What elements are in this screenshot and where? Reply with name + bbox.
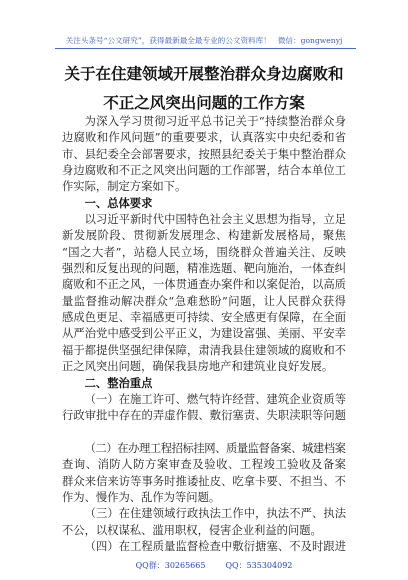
section-heading: 一、总体要求 — [84, 196, 153, 210]
document-body — [62, 114, 346, 555]
header-notice: 关注头条号“公文研究”，获得最新最全最专业的公文资料库！ — [65, 36, 271, 45]
paragraph-line: 身边腐败和不正之风突出问题的工作部署，结合本单位工 — [62, 164, 347, 178]
page-footer — [0, 560, 408, 572]
paragraph-line: 作为、慢作为、乱作为等问题。 — [62, 490, 221, 504]
header-wechat-id: 微信：gongwenyj — [277, 36, 343, 45]
paragraph-line: 不公，以权谋私、滥用职权，侵害企业利益的问题。 — [62, 523, 322, 537]
paragraph-line: 市、县纪委全会部署要求，按照县纪委关于集中整治群众 — [62, 147, 347, 161]
page-header — [0, 36, 408, 46]
paragraph-line: （四）在工程质量监督检查中敷衍搪塞、不及时跟进 — [84, 539, 347, 553]
paragraph-line: 正之风突出问题，确保我县房地产和建筑业良好发展。 — [62, 360, 334, 374]
paragraph-line: 强烈和反复出现的问题，精准选题、靶向施治，一体查纠 — [62, 262, 347, 276]
paragraph-line: 感成色更足、幸福感更可持续、安全感更有保障，在全面 — [62, 311, 347, 325]
document-title-line-2: 不正之风突出问题的工作方案 — [103, 93, 305, 112]
paragraph-line: 边腐败和作风问题”的重要要求，认真落实中央纪委和省 — [62, 131, 347, 145]
paragraph-line: 群众来信来访等事务时推诿扯皮、吃拿卡要、不担当、不 — [62, 474, 347, 488]
focus-item-2 — [62, 441, 346, 506]
paragraph-line: 为深入学习贯彻习近平总书记关于“持续整治群众身 — [84, 115, 347, 128]
header-rule — [55, 48, 356, 49]
paragraph-line: 以习近平新时代中国特色社会主义思想为指导，立足 — [84, 213, 347, 227]
document-title-line-1: 关于在住建领域开展整治群众身边腐败和 — [64, 64, 344, 83]
paragraph-line: 作实际，制定方案如下。 — [62, 180, 187, 194]
focus-item-3 — [62, 506, 346, 539]
section-heading: 二、整治重点 — [84, 376, 153, 390]
footer-qq: QQ：535304092 — [225, 561, 293, 570]
paragraph-line: （三）在住建领域行政执法工作中，执法不严、执法 — [84, 507, 347, 521]
footer-qq-group: QQ群：30265665 — [135, 561, 206, 570]
paragraph-line: 量监督推动解决群众“急难愁盼”问题，让人民群众获得 — [62, 294, 347, 308]
paragraph-line: （二）在办理工程招标挂网、质量监督备案、城建档案 — [84, 441, 346, 455]
paragraph-line: 行政审批中存在的弄虚作假、敷衍塞责、失职渎职等问题 — [62, 409, 347, 423]
paragraph-line: 从严治党中感受到公平正义，为建设富强、美丽、平安幸 — [62, 327, 347, 341]
paragraph-line: “国之大者”，站稳人民立场，围绕群众普遍关注、反映 — [62, 245, 347, 259]
focus-item-4 — [62, 539, 346, 555]
intro-paragraph — [62, 114, 346, 196]
section-overall-requirements — [62, 196, 346, 376]
paragraph-line: 查询、消防人防方案审查及验收、工程竣工验收及备案 — [62, 458, 347, 472]
focus-item-1 — [62, 392, 346, 425]
paragraph-line: 新发展阶段、贯彻新发展理念、构建新发展格局，聚焦 — [62, 229, 347, 243]
paragraph-line: （一）在施工许可、燃气特许经营、建筑企业资质等 — [84, 392, 347, 406]
section-rectification-focus — [62, 376, 346, 556]
paragraph-spacing — [62, 425, 346, 441]
paragraph-line: 腐败和不正之风，一体贯通查办案件和以案促治，以高质 — [62, 278, 347, 292]
paragraph-line: 福于都提供坚强纪律保障，肃清我县住建领域的腐败和不 — [62, 343, 347, 357]
